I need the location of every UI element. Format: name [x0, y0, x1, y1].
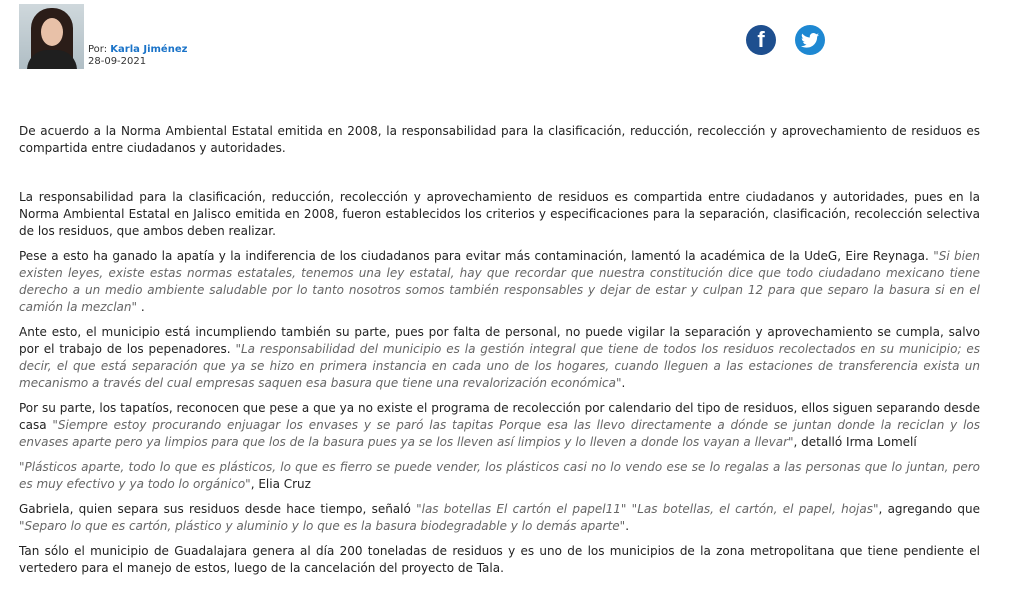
author-info — [88, 44, 187, 68]
article-body — [19, 123, 980, 585]
paragraph-6: "Plásticos aparte, todo lo que es plásticos, lo que es fierro se puede vender, los plásticos casi no lo vendo ese se lo regalas a las personas que lo juntan, pero es muy efectivo y ya todo lo orgánico", Elia Cruz — [19, 460, 980, 491]
paragraph-5: Por su parte, los tapatíos, reconocen que pese a que ya no existe el programa de recolección por calendario del tipo de residuos, ellos siguen separando desde casa "Siempre estoy procurando enjuagar los envases y se paró las tapitas Porque esa las llevo directamente a dónde se juntan donde la reciclan y los envases aparte pero ya limpios para que los de la basura pues ya se los lleven así limpios y lo lleven a donde los vayan a llevar", detalló Irma Lomelí — [19, 401, 980, 449]
paragraph-8: Tan sólo el municipio de Guadalajara genera al día 200 toneladas de residuos y es uno de los municipios de la zona metropolitana que tiene pendiente el vertedero para el manejo de estos, luego de la cancelación del proyecto de Tala. — [19, 544, 980, 575]
quote: "La responsabilidad del municipio es la gestión integral que tiene de todos los residuos recolectados en su municipio; es decir, el que está separación que ya se hizo en primera instancia en cada uno de los hogares, cuando lleguen a las estaciones de transferencia exista un mecanismo a través del cual empresas saquen esa basura que tiene una revalorización económica" — [19, 342, 980, 390]
quote: "Separo lo que es cartón, plástico y aluminio y lo que es la basura biodegradable y lo demás aparte" — [19, 519, 626, 533]
paragraph-4: Ante esto, el municipio está incumpliendo también su parte, pues por falta de personal, no puede vigilar la separación y aprovechamiento se cumpla, salvo por el trabajo de los pepenadores. "La responsabilidad del municipio es la gestión integral que tiene de todos los residuos recolectados en su municipio; es decir, el que está separación que ya se hizo en primera instancia en cada uno de los hogares, cuando lleguen a las estaciones de transferencia exista un mecanismo a través del cual empresas saquen esa basura que tiene una revalorización económica". — [19, 325, 980, 390]
author-byline — [19, 3, 187, 69]
twitter-icon[interactable] — [795, 25, 825, 55]
publish-date: 28-09-2021 — [88, 56, 147, 67]
author-prefix: Por: — [88, 44, 111, 55]
author-name-link[interactable]: Karla Jiménez — [110, 44, 188, 55]
quote: "Plásticos aparte, todo lo que es plásticos, lo que es fierro se puede vender, los plásticos casi no lo vendo ese se lo regalas a las personas que lo juntan, pero es muy efectivo y ya todo lo orgánico" — [19, 460, 980, 491]
quote: "las botellas El cartón el papel11" "Las botellas, el cartón, el papel, hojas" — [416, 502, 879, 516]
social-share — [746, 25, 825, 55]
author-avatar — [19, 4, 84, 69]
facebook-icon[interactable]: f — [746, 25, 776, 55]
paragraph-3: Pese a esto ha ganado la apatía y la indiferencia de los ciudadanos para evitar más contaminación, lamentó la académica de la UdeG, Eire Reynaga. "Si bien existen leyes, existe estas normas estatales, tenemos una ley estatal, hay que recordar que nuestra constitución dice que todo ciudadano mexicano tiene derecho a un medio ambiente saludable por lo tanto nosotros somos también responsables y dejar de estar y culpan 12 para que separo la basura si en el camión la mezclan" . — [19, 249, 980, 314]
quote: "Siempre estoy procurando enjuagar los envases y se paró las tapitas Porque esa las llevo directamente a dónde se juntan donde la reciclan y los envases aparte pero ya limpios para que los de la basura pues ya se los lleven así limpios y lo lleven a donde los vayan a llevar" — [19, 418, 980, 449]
paragraph-7: Gabriela, quien separa sus residuos desde hace tiempo, señaló "las botellas El cartón el papel11" "Las botellas, el cartón, el papel, hojas", agregando que "Separo lo que es cartón, plástico y aluminio y lo que es la basura biodegradable y lo demás aparte". — [19, 502, 980, 533]
paragraph-2: La responsabilidad para la clasificación, reducción, recolección y aprovechamiento de residuos es compartida entre ciudadanos y autoridades, pues en la Norma Ambiental Estatal en Jalisco emitida en 2008, fueron establecidos los criterios y especificaciones para la separación, clasificación, recolección selectiva de los residuos, que ambos deben realizar. — [19, 190, 980, 238]
quote: "Si bien existen leyes, existe estas normas estatales, tenemos una ley estatal, hay que recordar que nuestra constitución dice que todo ciudadano mexicano tiene derecho a un medio ambiente saludable por lo tanto nosotros somos también responsables y dejar de estar y culpan 12 para que separo la basura si en el camión la mezclan" — [19, 249, 980, 314]
article-lead: De acuerdo a la Norma Ambiental Estatal emitida en 2008, la responsabilidad para la clasificación, reducción, recolección y aprovechamiento de residuos es compartida entre ciudadanos y autoridades. — [19, 124, 980, 155]
